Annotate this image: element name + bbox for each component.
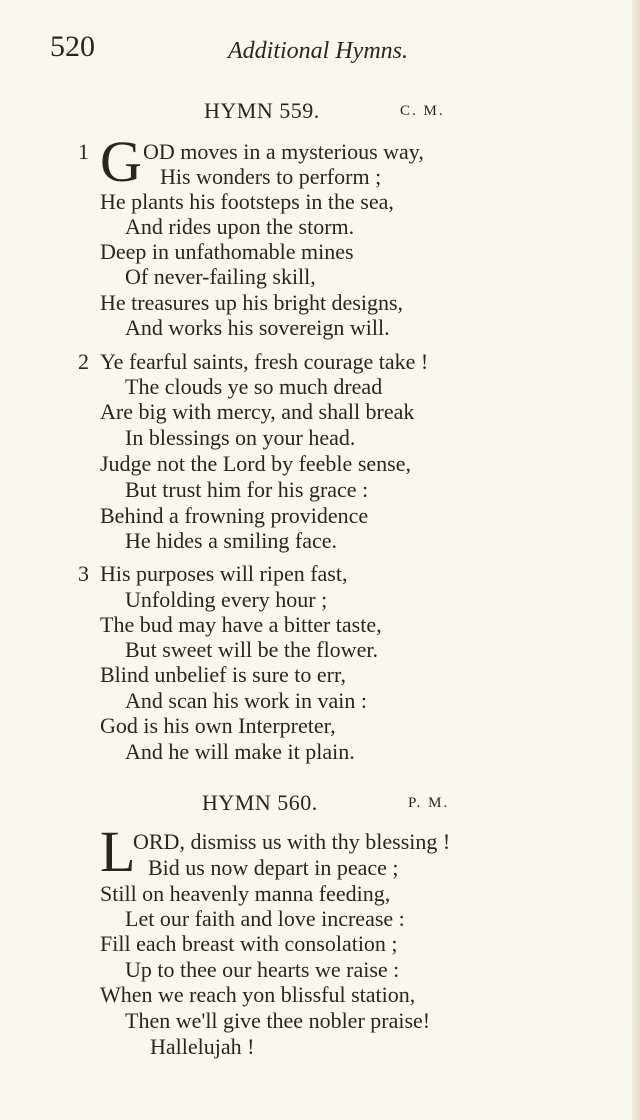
hymn-560-heading bbox=[0, 790, 640, 820]
hymn-560-line-3: Still on heavenly manna feeding, bbox=[100, 881, 391, 906]
verse-2-line-7: Behind a frowning providence bbox=[100, 503, 369, 528]
verse-2-line-1: Ye fearful saints, fresh courage take ! bbox=[100, 349, 429, 374]
verse-3-line-8: And he will make it plain. bbox=[125, 739, 355, 764]
hymn-560-line-7: When we reach yon blissful station, bbox=[100, 982, 416, 1007]
hymn-560-line-8: Then we'll give thee nobler praise! bbox=[125, 1008, 431, 1033]
verse-3-line-7: God is his own Interpreter, bbox=[100, 713, 336, 738]
running-title: Additional Hymns. bbox=[228, 38, 408, 64]
verse-2-line-4: In blessings on your head. bbox=[125, 425, 356, 450]
hymn-560-line-9: Hallelujah ! bbox=[150, 1034, 255, 1059]
hymn-560-line-5: Fill each breast with consolation ; bbox=[100, 931, 398, 956]
hymn-559-heading bbox=[0, 98, 640, 128]
verse-2-line-8: He hides a smiling face. bbox=[125, 528, 337, 553]
verse-1-number: 1 bbox=[78, 139, 89, 164]
hymn-560-line-4: Let our faith and love increase : bbox=[125, 906, 405, 931]
verse-1-line-7: He treasures up his bright designs, bbox=[100, 290, 404, 315]
verse-2-line-3: Are big with mercy, and shall break bbox=[100, 399, 415, 424]
verse-3-line-6: And scan his work in vain : bbox=[125, 688, 367, 713]
page-header bbox=[50, 30, 610, 74]
hymn-560-line-1: ORD, dismiss us with thy blessing ! bbox=[133, 829, 451, 854]
verse-2-line-5: Judge not the Lord by feeble sense, bbox=[100, 451, 411, 476]
verse-3-line-1: His purposes will ripen fast, bbox=[100, 561, 348, 586]
page-edge bbox=[632, 0, 640, 1120]
hymn-560-dropcap: L bbox=[100, 819, 136, 884]
verse-2-number: 2 bbox=[78, 349, 89, 374]
hymn-560-line-2: Bid us now depart in peace ; bbox=[148, 855, 399, 880]
verse-1-line-2: His wonders to perform ; bbox=[160, 164, 382, 189]
verse-3-line-5: Blind unbelief is sure to err, bbox=[100, 662, 346, 687]
page-number: 520 bbox=[50, 30, 95, 63]
verse-3-number: 3 bbox=[78, 561, 89, 586]
verse-3-line-2: Unfolding every hour ; bbox=[125, 587, 328, 612]
hymn-560-line-6: Up to thee our hearts we raise : bbox=[125, 957, 400, 982]
verse-1-line-8: And works his sovereign will. bbox=[125, 315, 390, 340]
verse-1-line-3: He plants his footsteps in the sea, bbox=[100, 189, 394, 214]
hymn-560-title: HYMN 560. bbox=[202, 790, 318, 815]
verse-3-line-3: The bud may have a bitter taste, bbox=[100, 612, 382, 637]
hymn-559-meter: C. M. bbox=[400, 103, 445, 119]
verse-2-line-6: But trust him for his grace : bbox=[125, 477, 369, 502]
verse-2-line-2: The clouds ye so much dread bbox=[125, 374, 383, 399]
verse-1-dropcap: G bbox=[100, 129, 142, 194]
hymn-559-title: HYMN 559. bbox=[204, 98, 320, 123]
verse-1-line-6: Of never-failing skill, bbox=[125, 264, 316, 289]
verse-1-line-1: OD moves in a mysterious way, bbox=[143, 139, 424, 164]
hymn-560-meter: P. M. bbox=[408, 795, 450, 811]
verse-1-line-4: And rides upon the storm. bbox=[125, 214, 355, 239]
verse-3-line-4: But sweet will be the flower. bbox=[125, 637, 378, 662]
verse-1-line-5: Deep in unfathomable mines bbox=[100, 239, 354, 264]
